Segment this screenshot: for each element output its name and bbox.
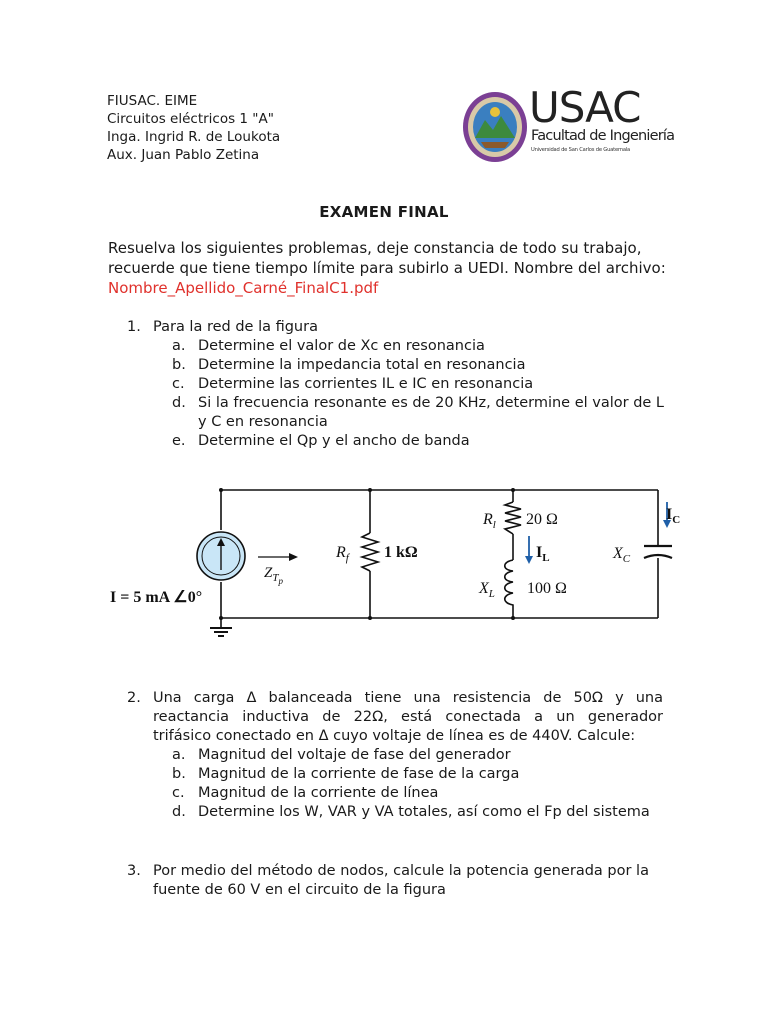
resonance-circuit-diagram: [104, 478, 681, 658]
ic-label: $I_C$: [666, 506, 681, 526]
sub-text: Determine los W, VAR y VA totales, así como el Fp del sistema: [198, 804, 650, 820]
sub-question: [153, 746, 663, 765]
logo-university: Universidad de San Carlos de Guatemala: [531, 147, 631, 153]
sub-letter: b.: [172, 766, 186, 782]
sub-text: Magnitud de la corriente de fase de la carga: [198, 766, 520, 782]
il-arrow-head: [525, 556, 533, 564]
course-info-line: Aux. Juan Pablo Zetina: [107, 147, 260, 163]
sub-question: [153, 765, 663, 784]
problem-body: [153, 689, 663, 822]
instructions-line: recuerde que tiene tiempo límite para subirlo a UEDI. Nombre del archivo:: [108, 259, 666, 277]
sub-text: Determine el valor de Xc en resonancia: [198, 338, 485, 354]
sub-letter: d.: [172, 395, 186, 411]
problem-statement-line: trifásico conectado en Δ cuyo voltaje de línea es de 440V. Calcule:: [153, 728, 636, 744]
rf-value: 1 kΩ: [384, 544, 418, 561]
course-info-line: Inga. Ingrid R. de Loukota: [107, 129, 281, 145]
sub-question: [153, 337, 663, 356]
xl-label: $X_L$: [479, 580, 495, 600]
problem-statement-line: reactancia inductiva de 22Ω, está conectada a un generador: [153, 709, 663, 725]
problem-statement: Para la red de la figura: [153, 319, 318, 335]
sub-text: Determine la impedancia total en resonancia: [198, 357, 526, 373]
problem-statement-line: Una carga Δ balanceada tiene una resistencia de 50Ω y una: [153, 690, 663, 706]
course-info-line: FIUSAC. EIME: [107, 93, 198, 109]
sub-letter: d.: [172, 804, 186, 820]
logo-wordmark: USAC: [529, 83, 641, 132]
sub-text: Magnitud de la corriente de línea: [198, 785, 439, 801]
problem-body: [153, 318, 663, 451]
sub-question: [153, 375, 663, 394]
sub-letter: a.: [172, 747, 186, 763]
instructions-line: Resuelva los siguientes problemas, deje constancia de todo su trabajo,: [108, 239, 642, 257]
course-info-line: Circuitos eléctricos 1 "A": [107, 111, 274, 127]
problem-number: 2.: [127, 690, 141, 706]
rl-label: $R_l$: [483, 511, 496, 531]
exam-title: EXAMEN FINAL: [319, 203, 449, 221]
university-seal-icon: [461, 90, 529, 164]
usac-logo: [461, 83, 675, 166]
sub-letter: c.: [172, 785, 185, 801]
problem-body: [153, 862, 663, 900]
sub-question: [153, 432, 663, 451]
sub-text-continuation: y C en resonancia: [198, 414, 328, 430]
sub-text: Determine el Qp y el ancho de banda: [198, 433, 470, 449]
sub-letter: c.: [172, 376, 185, 392]
course-info: [107, 92, 280, 164]
logo-faculty: Facultad de Ingeniería: [531, 128, 675, 144]
sub-letter: b.: [172, 357, 186, 373]
problem-statement-line: fuente de 60 V en el circuito de la figura: [153, 882, 446, 898]
sub-text: Si la frecuencia resonante es de 20 KHz, determine el valor de L: [198, 395, 665, 411]
rf-label: $R_f$: [336, 544, 349, 564]
problem-number: 3.: [127, 863, 141, 879]
sub-question: [153, 784, 663, 803]
sub-letter: a.: [172, 338, 186, 354]
source-label: I = 5 mA ∠0°: [110, 589, 203, 606]
xc-label: $X_C$: [613, 545, 631, 565]
il-label: $I_L$: [536, 544, 550, 564]
zt-label: $Z_{Tp}$: [264, 565, 283, 586]
problem-statement-line: Por medio del método de nodos, calcule la potencia generada por la: [153, 863, 649, 879]
rl-value: 20 Ω: [526, 511, 558, 528]
instructions: [108, 238, 668, 298]
sub-text: Magnitud del voltaje de fase del generador: [198, 747, 511, 763]
xl-value: 100 Ω: [527, 580, 567, 597]
sub-question: [153, 394, 663, 413]
sub-letter: e.: [172, 433, 186, 449]
problem-number: 1.: [127, 319, 141, 335]
file-name: Nombre_Apellido_Carné_FinalC1.pdf: [108, 279, 379, 297]
sub-question: [153, 356, 663, 375]
sub-question: [153, 803, 663, 822]
sub-text: Determine las corrientes IL e IC en resonancia: [198, 376, 534, 392]
